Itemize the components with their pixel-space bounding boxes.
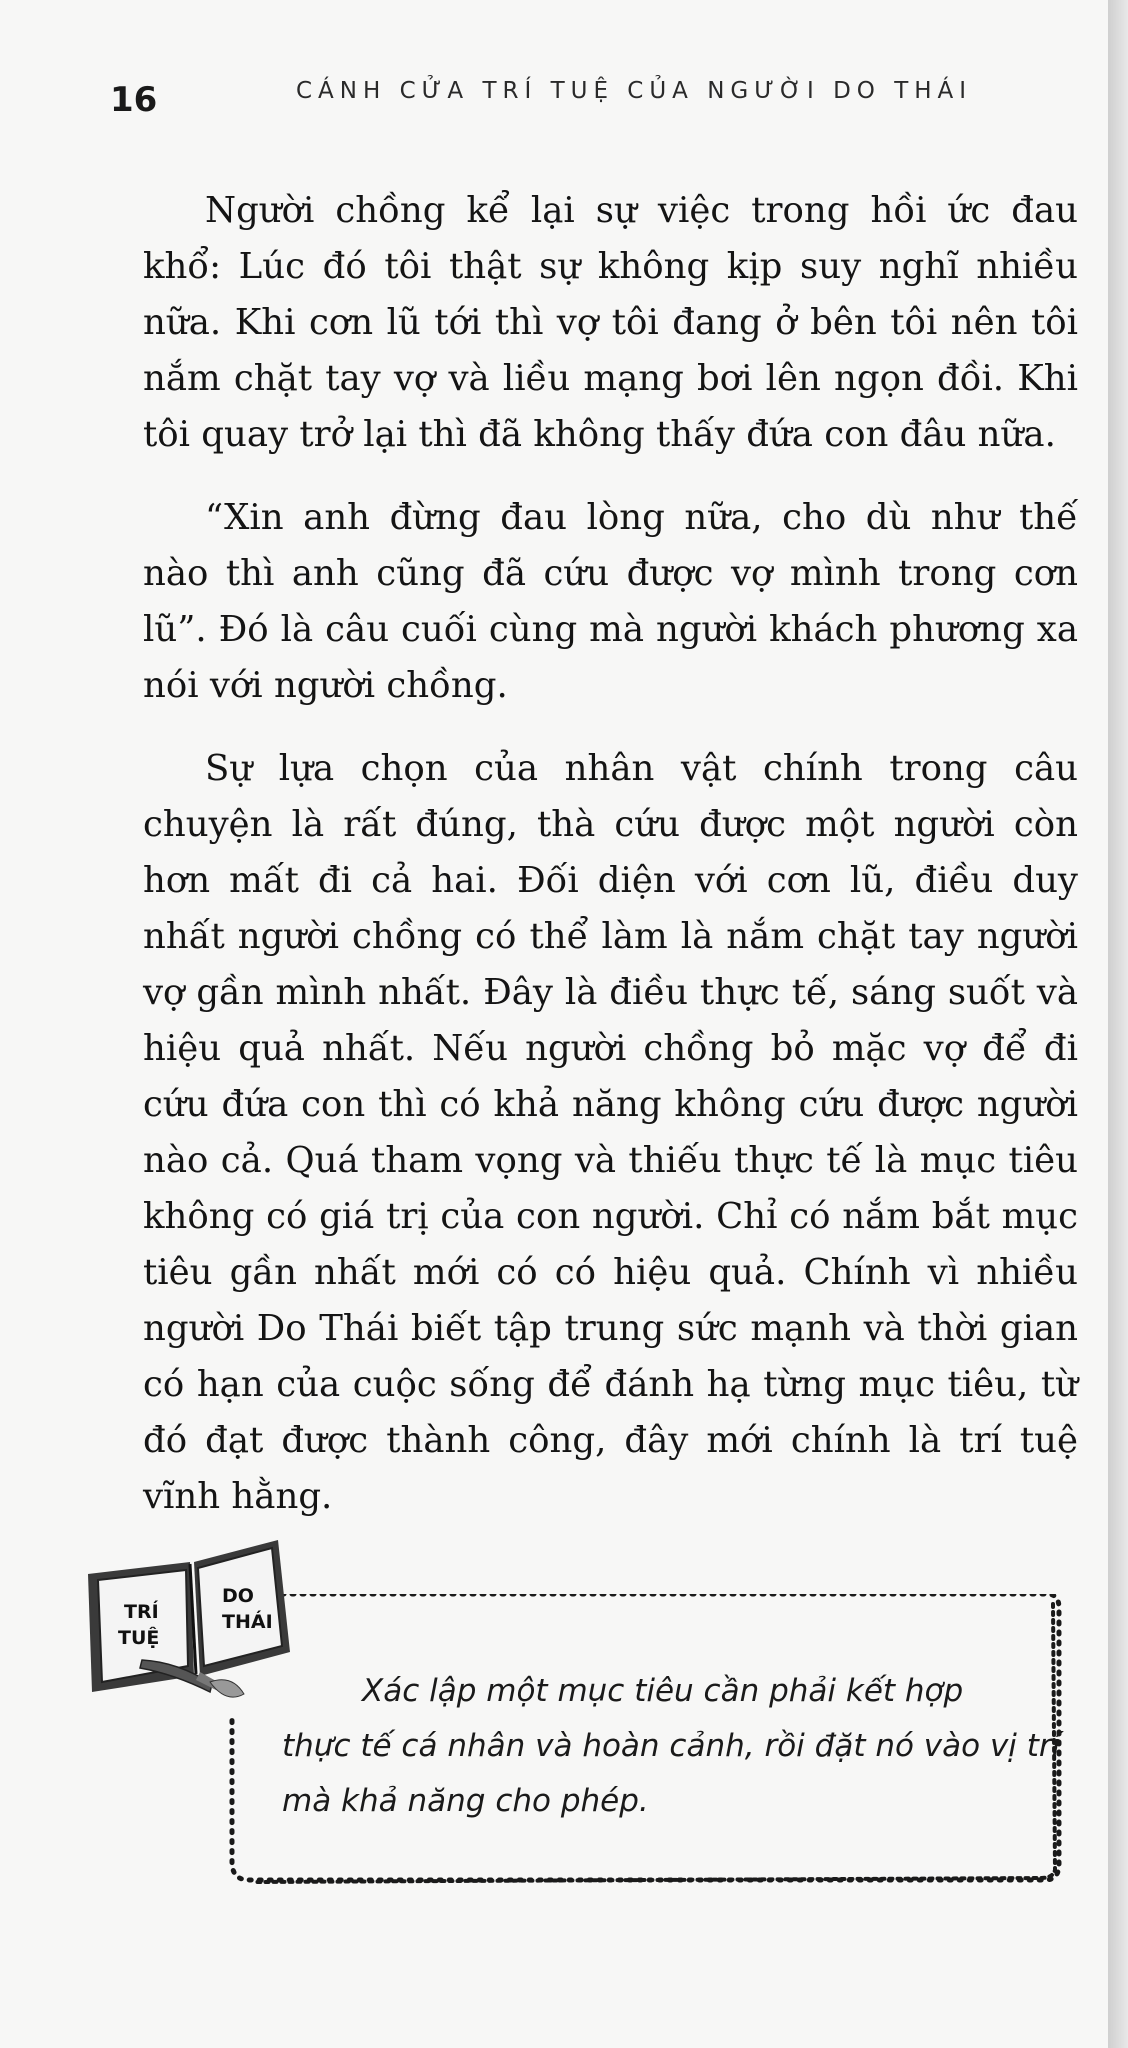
callout-text-line1: Xác lập một mục tiêu cần phải kết hợp bbox=[362, 1673, 964, 1709]
book-left-line2: TUỆ bbox=[118, 1627, 160, 1649]
body-text bbox=[143, 183, 1078, 1552]
running-title: CÁNH CỬA TRÍ TUỆ CỦA NGƯỜI DO THÁI bbox=[296, 78, 973, 104]
page-header bbox=[0, 72, 1108, 132]
page-edge bbox=[1108, 0, 1128, 2048]
wisdom-callout bbox=[82, 1534, 1082, 1894]
book-right-line2: THÁI bbox=[222, 1611, 273, 1633]
paragraph-1: Người chồng kể lại sự việc trong hồi ức đau khổ: Lúc đó tôi thật sự không kịp suy nghĩ nhiều nữa. Khi cơn lũ tới thì vợ tôi đang ở bên tôi nên tôi nắm chặt tay vợ và liều mạng bơi lên ngọn đồi. Khi tôi quay trở lại thì đã không thấy đứa con đâu nữa. bbox=[143, 190, 1078, 455]
book-left-line1: TRÍ bbox=[124, 1601, 159, 1623]
open-book-icon bbox=[82, 1534, 302, 1724]
paragraph-2: “Xin anh đừng đau lòng nữa, cho dù như thế nào thì anh cũng đã cứu được vợ mình trong cơn lũ”. Đó là câu cuối cùng mà người khách phương xa nói với người chồng. bbox=[143, 497, 1078, 706]
page-number: 16 bbox=[110, 80, 158, 120]
book-right-line1: DO bbox=[222, 1585, 254, 1607]
paragraph-3: Sự lựa chọn của nhân vật chính trong câu chuyện là rất đúng, thà cứu được một người còn hơn mất đi cả hai. Đối diện với cơn lũ, điều duy nhất người chồng có thể làm là nắm chặt tay người vợ gần mình nhất. Đây là điều thực tế, sáng suốt và hiệu quả nhất. Nếu người chồng bỏ mặc vợ để đi cứu đứa con thì có khả năng không cứu được người nào cả. Quá tham vọng và thiếu thực tế là mục tiêu không có giá trị của con người. Chỉ có nắm bắt mục tiêu gần nhất mới có có hiệu quả. Chính vì nhiều người Do Thái biết tập trung sức mạnh và thời gian có hạn của cuộc sống để đánh hạ từng mục tiêu, từ đó đạt được thành công, đây mới chính là trí tuệ vĩnh hằng. bbox=[143, 748, 1078, 1517]
callout-text-rest: thực tế cá nhân và hoàn cảnh, rồi đặt nó vào vị trí mà khả năng cho phép. bbox=[282, 1728, 1061, 1819]
callout-text bbox=[282, 1664, 1062, 1829]
